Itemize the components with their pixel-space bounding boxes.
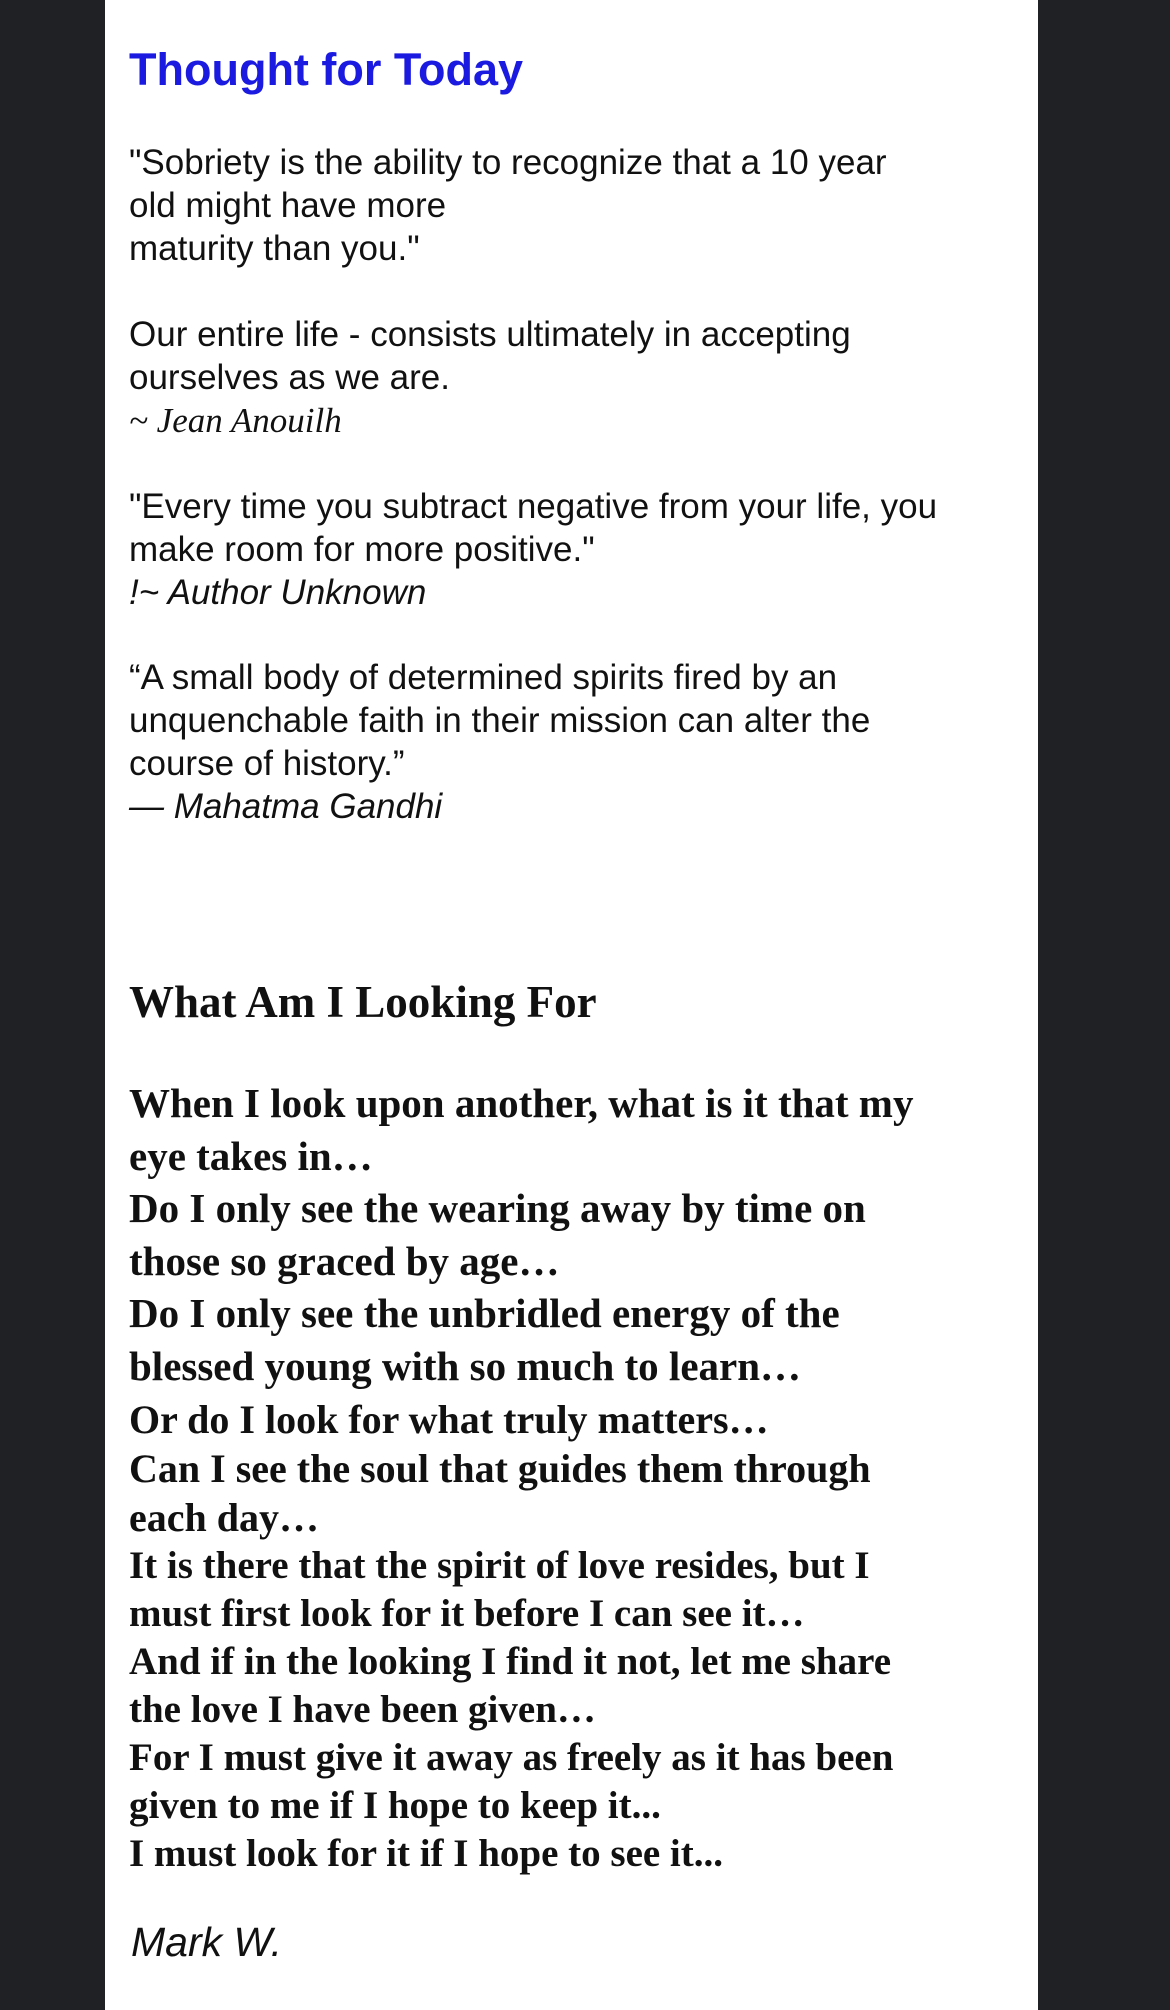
poem-line: blessed young with so much to learn… [129, 1342, 802, 1389]
poem-line: Do I only see the unbridled energy of the [129, 1290, 840, 1336]
poem-stanza-1 [129, 1077, 913, 1392]
quote-line: ourselves as we are. [129, 358, 450, 397]
quote-line: "Sobriety is the ability to recognize that a 10 year [129, 143, 887, 182]
quote-attribution: !~ Author Unknown [129, 573, 427, 612]
quote-attribution: — Mahatma Gandhi [129, 787, 443, 826]
quote-line: course of history.” [129, 744, 405, 783]
poem-line: When I look upon another, what is it that my [129, 1080, 914, 1126]
poem-line: the love I have been given… [129, 1688, 596, 1731]
poem-line: For I must give it away as freely as it has been [129, 1736, 894, 1779]
document-page [105, 0, 1038, 2010]
poem-title: What Am I Looking For [129, 977, 597, 1027]
poem-line: each day… [129, 1495, 319, 1540]
poem-line: Or do I look for what truly matters… [129, 1397, 769, 1442]
quote-gandhi [129, 656, 870, 828]
page-title: Thought for Today [129, 44, 524, 95]
poem-author: Mark W. [131, 1919, 283, 1965]
poem-line: I must look for it if I hope to see it... [129, 1832, 724, 1875]
poem-line: eye takes in… [129, 1132, 373, 1179]
poem-line: those so graced by age… [129, 1237, 560, 1284]
quote-entire-life [129, 313, 851, 442]
quote-line: maturity than you." [129, 229, 420, 268]
poem-line: And if in the looking I find it not, let me share [129, 1640, 892, 1683]
poem-line: Do I only see the wearing away by time on [129, 1185, 866, 1231]
quote-line: old might have more [129, 186, 447, 225]
poem-line: Can I see the soul that guides them through [129, 1446, 871, 1491]
quote-line: "Every time you subtract negative from your life, you [129, 487, 938, 526]
quote-line: “A small body of determined spirits fired by an [129, 658, 838, 697]
quote-subtract-negative [129, 485, 937, 614]
quote-line: unquenchable faith in their mission can alter the [129, 701, 871, 740]
quote-line: Our entire life - consists ultimately in accepting [129, 315, 851, 354]
quote-sobriety [129, 141, 887, 270]
poem-stanza-2 [129, 1395, 871, 1542]
poem-stanza-3 [129, 1542, 893, 1878]
poem-line: must first look for it before I can see it… [129, 1592, 805, 1635]
quote-line: make room for more positive." [129, 530, 595, 569]
poem-line: It is there that the spirit of love resides, but I [129, 1544, 870, 1587]
poem-line: given to me if I hope to keep it... [129, 1784, 661, 1827]
quote-attribution: ~ Jean Anouilh [129, 401, 342, 440]
